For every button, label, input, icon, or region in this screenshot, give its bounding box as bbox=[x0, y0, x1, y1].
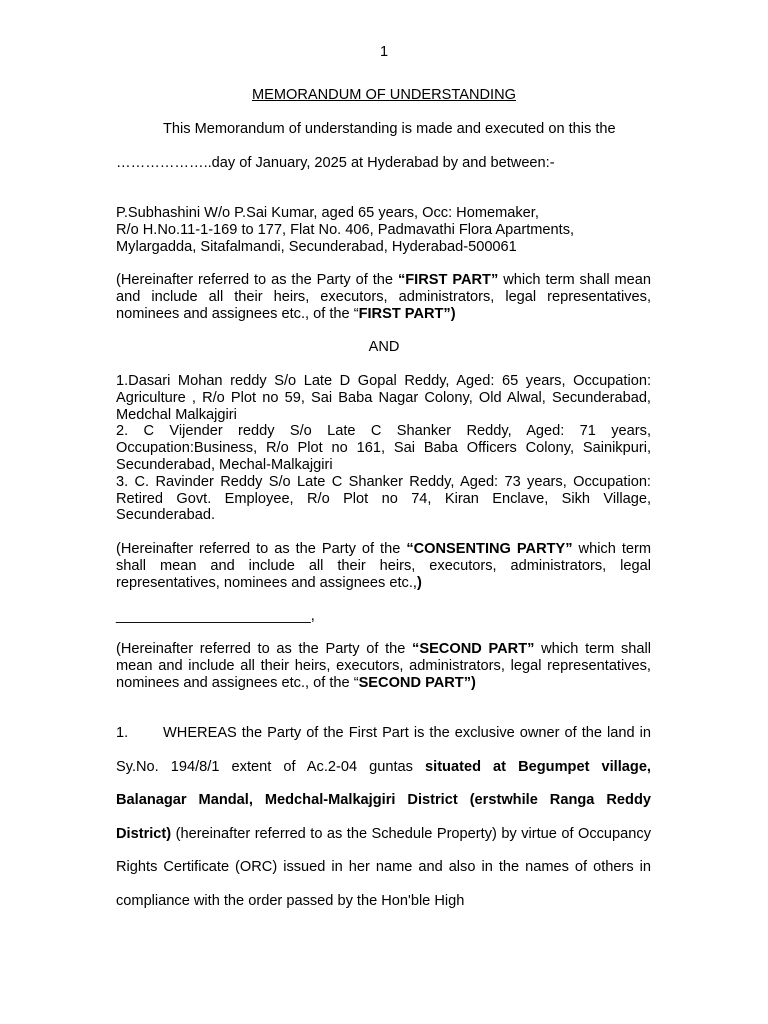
intro-line-1: This Memorandum of understanding is made and executed on this the bbox=[163, 121, 616, 137]
clause-text: which term shall mean and include all their heirs, executors, administrators, legal representatives, nominees and assignees etc., of the “ bbox=[116, 641, 651, 691]
clause-number: 1. bbox=[116, 725, 129, 741]
whereas-clause-1 bbox=[116, 717, 651, 919]
intro-line-2: ………………..day of January, 2025 at Hyderabad by and between:- bbox=[116, 154, 555, 171]
page-number: 1 bbox=[379, 44, 389, 60]
first-part-clause bbox=[116, 272, 651, 322]
clause-term: “FIRST PART” bbox=[397, 272, 499, 288]
clause-term: SECOND PART”) bbox=[358, 674, 476, 691]
clause-text: (Hereinafter referred to as the Party of the bbox=[116, 541, 407, 557]
clause-text: (Hereinafter referred to as the Party of the bbox=[116, 272, 398, 288]
clause-term: ) bbox=[416, 574, 422, 591]
clause-text: which term shall mean and include all their heirs, executors, administrators, legal representatives, nominees and assignees etc., of the “ bbox=[116, 272, 651, 322]
clause-term: “SECOND PART” bbox=[412, 641, 535, 657]
clause-term: FIRST PART”) bbox=[358, 305, 456, 322]
clause-text: (Hereinafter referred to as the Party of the bbox=[116, 641, 413, 657]
consenting-party-item: 1.Dasari Mohan reddy S/o Late D Gopal Reddy, Aged: 65 years, Occupation: Agriculture , R/o Plot no 59, Sai Baba Nagar Colony, Old Alwal, Secunderabad, Medchal Malkajgiri bbox=[116, 373, 651, 423]
second-party-blank: ________________________, bbox=[116, 608, 315, 624]
clause-text: which term shall mean and include all their heirs, executors, administrators, legal representatives, nominees and assignees etc., bbox=[116, 541, 652, 591]
and-label: AND bbox=[368, 339, 400, 355]
consenting-party-item: 3. C. Ravinder Reddy S/o Late C Shanker Reddy, Aged: 73 years, Occupation: Retired Govt. Employee, R/o Plot no 74, Kiran Enclave, Sikh Village, Secunderabad. bbox=[116, 473, 651, 524]
first-party-line-3: Mylargadda, Sitafalmandi, Secunderabad, Hyderabad-500061 bbox=[116, 238, 517, 255]
first-party-line-2: R/o H.No.11-1-169 to 177, Flat No. 406, Padmavathi Flora Apartments, bbox=[116, 221, 575, 238]
consenting-parties-list bbox=[116, 373, 651, 524]
clause-text: (hereinafter referred to as the Schedule Property) by virtue of Occupancy Rights Certificate (ORC) issued in her name and also in the names of others in compliance with the order passed by the Hon'ble High bbox=[116, 825, 651, 909]
document-title: MEMORANDUM OF UNDERSTANDING bbox=[251, 87, 517, 103]
property-location: situated at Begumpet village, Balanagar Mandal, Medchal-Malkajgiri District (erstwhile Ranga Reddy District) bbox=[116, 758, 651, 842]
consenting-clause bbox=[116, 541, 651, 591]
intro-paragraph bbox=[116, 113, 651, 180]
first-party-details bbox=[116, 205, 651, 255]
second-part-clause bbox=[116, 641, 651, 691]
clause-term: “CONSENTING PARTY” bbox=[406, 541, 573, 557]
consenting-party-item: 2. C Vijender reddy S/o Late C Shanker Reddy, Aged: 71 years, Occupation:Business, R/o Plot no 161, Sai Baba Officers Colony, Sainikpuri, Secunderabad, Mechal-Malkajgiri bbox=[116, 423, 651, 473]
first-party-line-1: P.Subhashini W/o P.Sai Kumar, aged 65 years, Occ: Homemaker, bbox=[116, 205, 539, 221]
clause-text: WHEREAS the Party of the First Part is the exclusive owner of the land in Sy.No. 194/8/1 extent of Ac.2-04 guntas bbox=[116, 725, 651, 775]
